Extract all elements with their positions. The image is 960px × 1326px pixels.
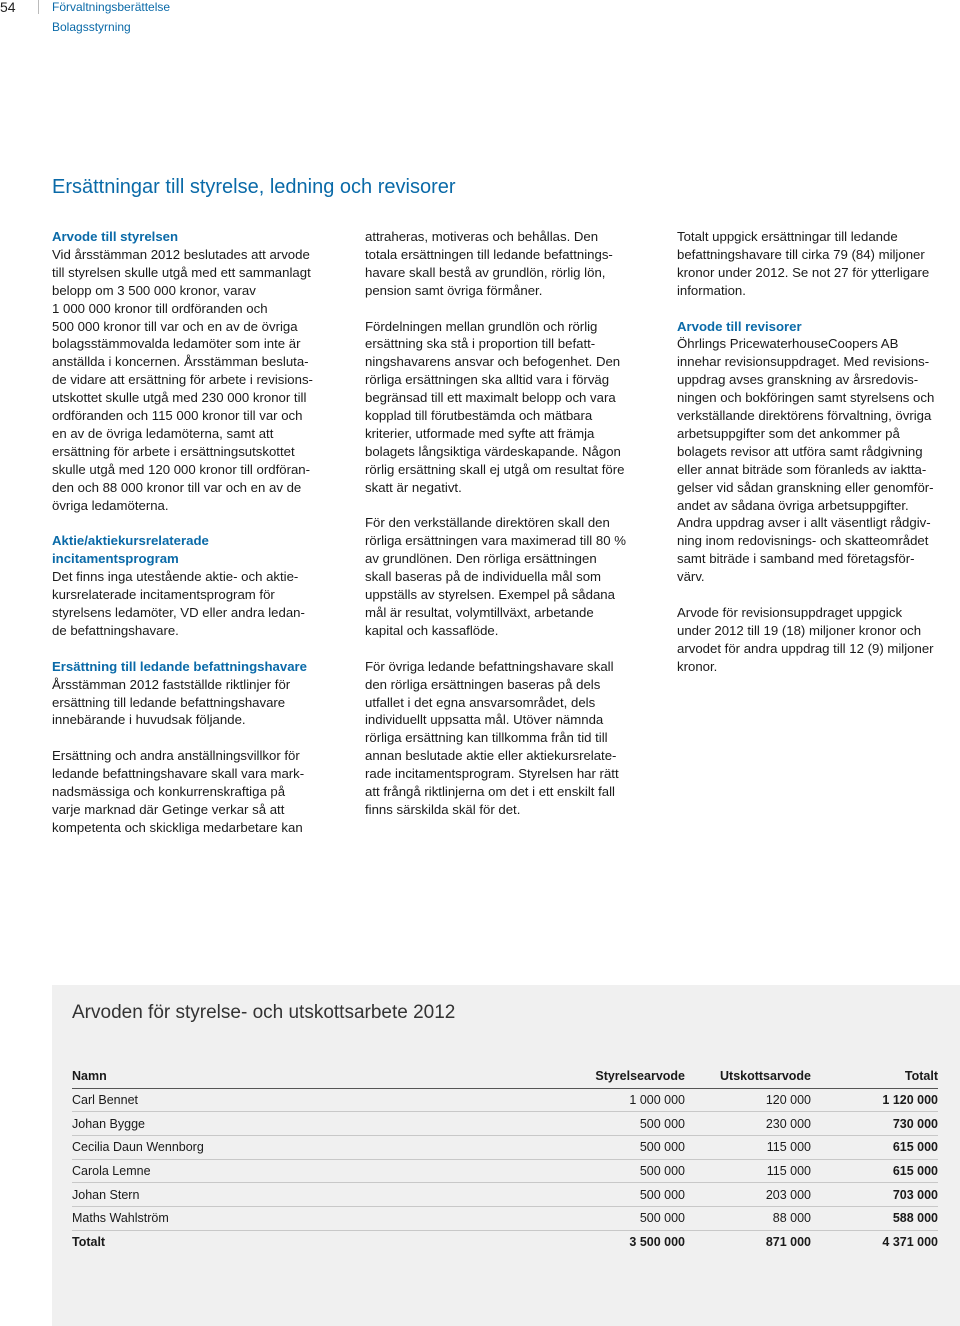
table-row bbox=[72, 1207, 938, 1231]
cell-name: Johan Bygge bbox=[72, 1112, 492, 1136]
cell-total: 588 000 bbox=[811, 1207, 938, 1231]
cell-board-fee: 500 000 bbox=[492, 1183, 685, 1207]
paragraph-audit-assignment: Öhrlings PricewaterhouseCoopers AB innehar revisionsuppdraget. Med revisions- uppdrag avses granskning av årsredovis- ningen och bokföringen samt styrelsens och verkställande direktörens förvaltning, övriga arbetsuppgifter som det ankommer på bolagets revisor att utföra samt rådgivning eller annat biträde som föranleds av iaktta- gelser vid sådan granskning eller genomför- andet av sådana övriga arbetsuppgifter. Andra uppdrag avser i allt väsentligt rådgiv- ning inom redovisnings- och skatteområdet samt biträde i samband med företagsför- värv. bbox=[677, 336, 935, 585]
cell-board-fee: 500 000 bbox=[492, 1207, 685, 1231]
table-row bbox=[72, 1088, 938, 1112]
table-row bbox=[72, 1136, 938, 1160]
paragraph-guidelines: Årsstämman 2012 fastställde riktlinjer för ersättning till ledande befattningshavare innebärande i huvudsak följande. bbox=[52, 676, 291, 728]
paragraph-audit-fees: Arvode för revisionsuppdraget uppgick under 2012 till 19 (18) miljoner kronor och arvodet för andra uppdrag till 12 (9) miljoner kronor. bbox=[677, 605, 934, 674]
cell-board-fee: 500 000 bbox=[492, 1159, 685, 1183]
table-header-row bbox=[72, 1065, 938, 1088]
cell-committee-fee: 203 000 bbox=[685, 1183, 811, 1207]
text-column-3 bbox=[677, 228, 960, 694]
cell-total: 703 000 bbox=[811, 1183, 938, 1207]
cell-name: Johan Stern bbox=[72, 1183, 492, 1207]
heading-incentive-1: Aktie/aktiekursrelaterade bbox=[52, 533, 209, 549]
cell-committee-fee: 120 000 bbox=[685, 1088, 811, 1112]
cell-committee-fee: 230 000 bbox=[685, 1112, 811, 1136]
cell-total: 615 000 bbox=[811, 1136, 938, 1160]
total-board-fee: 3 500 000 bbox=[629, 1235, 685, 1250]
cell-total: 615 000 bbox=[811, 1159, 938, 1183]
cell-committee-fee: 88 000 bbox=[685, 1207, 811, 1231]
paragraph-other-executives: För övriga ledande befattningshavare skall den rörliga ersättningen baseras på dels utfallet i det egna ansvarsområdet, dels individuellt uppsatta mål. Utöver nämnda rörliga ersättning kan tillkomma från tid till annan beslutade aktie eller aktiekursrelate- rade incitamentsprogram. Styrelsen har rätt att frångå riktlinjerna om det i ett enskilt fall finns särskilda skäl för det. bbox=[365, 658, 619, 817]
total-committee-fee: 871 000 bbox=[765, 1235, 811, 1250]
fees-table-title: Arvoden för styrelse- och utskottsarbete 2012 bbox=[72, 1002, 456, 1023]
cell-committee-fee: 115 000 bbox=[685, 1159, 811, 1183]
heading-executive-pay: Ersättning till ledande befattningshavare bbox=[52, 658, 308, 674]
cell-name: Carola Lemne bbox=[72, 1159, 492, 1183]
fees-table bbox=[72, 1065, 938, 1254]
heading-board-fees: Arvode till styrelsen bbox=[52, 229, 179, 244]
fees-table-panel bbox=[52, 985, 960, 1326]
subsection-title: Bolagsstyrning bbox=[52, 20, 131, 34]
table-total-row bbox=[72, 1230, 938, 1253]
cell-board-fee: 1 000 000 bbox=[492, 1088, 685, 1112]
header-committee-fee: Utskottsarvode bbox=[685, 1065, 811, 1088]
text-column-2 bbox=[365, 228, 655, 837]
table-row bbox=[72, 1112, 938, 1136]
table-row bbox=[72, 1183, 938, 1207]
heading-auditor-fees: Arvode till revisorer bbox=[677, 318, 802, 334]
cell-committee-fee: 115 000 bbox=[685, 1136, 811, 1160]
total-sum: 4 371 000 bbox=[882, 1235, 938, 1250]
header-name: Namn bbox=[72, 1065, 492, 1088]
cell-name: Maths Wahlström bbox=[72, 1207, 492, 1231]
cell-total: 730 000 bbox=[811, 1112, 938, 1136]
text-column-1 bbox=[52, 228, 338, 855]
cell-board-fee: 500 000 bbox=[492, 1112, 685, 1136]
cell-name: Carl Bennet bbox=[72, 1088, 492, 1112]
heading-incentive-2: incitamentsprogram bbox=[52, 551, 179, 567]
section-title: Förvaltningsberättelse bbox=[52, 0, 171, 14]
header-divider bbox=[38, 0, 39, 14]
cell-total: 1 120 000 bbox=[811, 1088, 938, 1112]
page-title: Ersättningar till styrelse, ledning och revisorer bbox=[52, 176, 456, 198]
paragraph-distribution: Fördelningen mellan grundlön och rörlig ersättning ska stå i proportion till befatt- ningshavarens ansvar och befogenhet. Den rörliga ersättningen ska alltid vara i förväg begränsad till ett maximalt belopp och vara kopplad till förutbestämda och mätbara kriterier, utformade med syfte att främja bolagets långsiktiga värdeskapande. Någon rörlig ersättning skall ej utgå om resultat före skatt är negativt. bbox=[365, 318, 625, 495]
header-total: Totalt bbox=[811, 1065, 938, 1088]
header-board-fee: Styrelsearvode bbox=[492, 1065, 685, 1088]
paragraph-terms: Ersättning och andra anställningsvillkor för ledande befattningshavare skall vara mark- nadsmässiga och konkurrenskraftiga på varje marknad där Getinge verkar så att kompetenta och skickliga medarbetare kan bbox=[52, 748, 305, 835]
total-label: Totalt bbox=[72, 1235, 106, 1250]
paragraph-incentive: Det finns inga utestående aktie- och aktie- kursrelaterade incitamentsprogram för styrelsens ledamöter, VD eller andra ledan- de befattningshavare. bbox=[52, 569, 305, 638]
page-number: 54 bbox=[0, 0, 16, 15]
paragraph-total-pay: attraheras, motiveras och behållas. Den totala ersättningen till ledande befattnings- havare skall bestå av grundlön, rörlig lön, pension samt övriga förmåner. bbox=[365, 229, 613, 298]
paragraph-board-fees: Vid årsstämman 2012 beslutades att arvode till styrelsen skulle utgå med ett sammanlagt belopp om 3 500 000 kronor, varav 1 000 000 kronor till ordföranden och 500 000 kronor till var och en av de övriga bolagsstämmovalda ledamöter som inte är anställda i koncernen. Årsstämman besluta- de vidare att ersättning för arbete i revisions- utskottet skulle utgå med 230 000 kronor till ordföranden och 115 000 kronor till var och en av de övriga ledamöterna, samt att ersättning för arbete i ersättningsutskottet skulle utgå med 120 000 kronor till ordföran- den och 88 000 kronor till var och en av de övriga ledamöterna. bbox=[52, 246, 313, 513]
paragraph-total-compensation: Totalt uppgick ersättningar till ledande befattningshavare till cirka 79 (84) miljoner kronor under 2012. Se not 27 för ytterligare information. bbox=[677, 229, 930, 298]
paragraph-ceo: För den verkställande direktören skall den rörliga ersättningen vara maximerad till 80 % av grundlönen. Den rörliga ersättningen skall baseras på de individuella mål som uppställs av styrelsen. Exempel på sådana mål är resultat, volymtillväxt, arbetande kapital och kassaflöde. bbox=[365, 515, 626, 638]
cell-board-fee: 500 000 bbox=[492, 1136, 685, 1160]
table-row bbox=[72, 1159, 938, 1183]
cell-name: Cecilia Daun Wennborg bbox=[72, 1136, 492, 1160]
